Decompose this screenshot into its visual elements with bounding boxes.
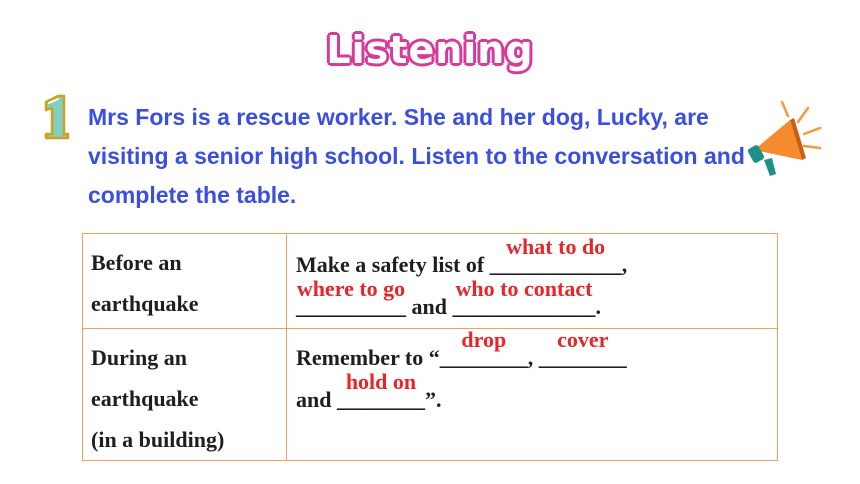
row-label-line: During an [91,345,187,370]
answer-blank[interactable]: _____________ who to contact [452,286,595,328]
answer-blank[interactable]: ____________ what to do [490,244,622,286]
row-content-cell [287,329,778,461]
sentence-text: , [527,345,539,370]
sentence-text: Remember to “ [296,345,440,370]
sentence-text: . [595,294,601,319]
table-row [83,329,778,461]
row-label-line: (in a building) [91,427,225,452]
table-row [83,234,778,329]
answer-text: cover [557,327,609,352]
answer-blank[interactable]: ________ hold on [337,379,425,421]
row-label-line: Before an [91,250,182,275]
row-content-cell [287,234,778,329]
number-one-badge-icon [40,94,70,140]
row-label-line: earthquake [91,386,199,411]
row-label-line: earthquake [91,291,199,316]
answer-text: drop [461,327,507,352]
instructions: Mrs Fors is a rescue worker. She and her dog, Lucky, are visiting a senior high school. Listen to the conversation and complete the table. [88,104,745,208]
answer-text: who to contact [455,276,593,301]
answer-table [82,233,778,461]
sentence-text: ”. [424,387,442,412]
answer-blank[interactable]: __________ where to go [296,286,406,328]
answer-blank[interactable]: ________ cover [539,337,627,379]
sentence-text: , [621,252,628,277]
sentence-text: and [296,387,337,412]
answer-text: where to go [296,276,406,301]
answer-text: what to do [506,234,606,259]
sentence-text: Make a safety list of [296,252,490,277]
sentence-text: and [406,294,453,319]
answer-text: hold on [345,369,417,394]
row-label-cell [83,329,287,461]
answer-blank[interactable]: ________ drop [440,337,528,379]
row-label-cell [83,234,287,329]
megaphone-icon [746,98,826,182]
page-title: Listening [326,28,534,72]
